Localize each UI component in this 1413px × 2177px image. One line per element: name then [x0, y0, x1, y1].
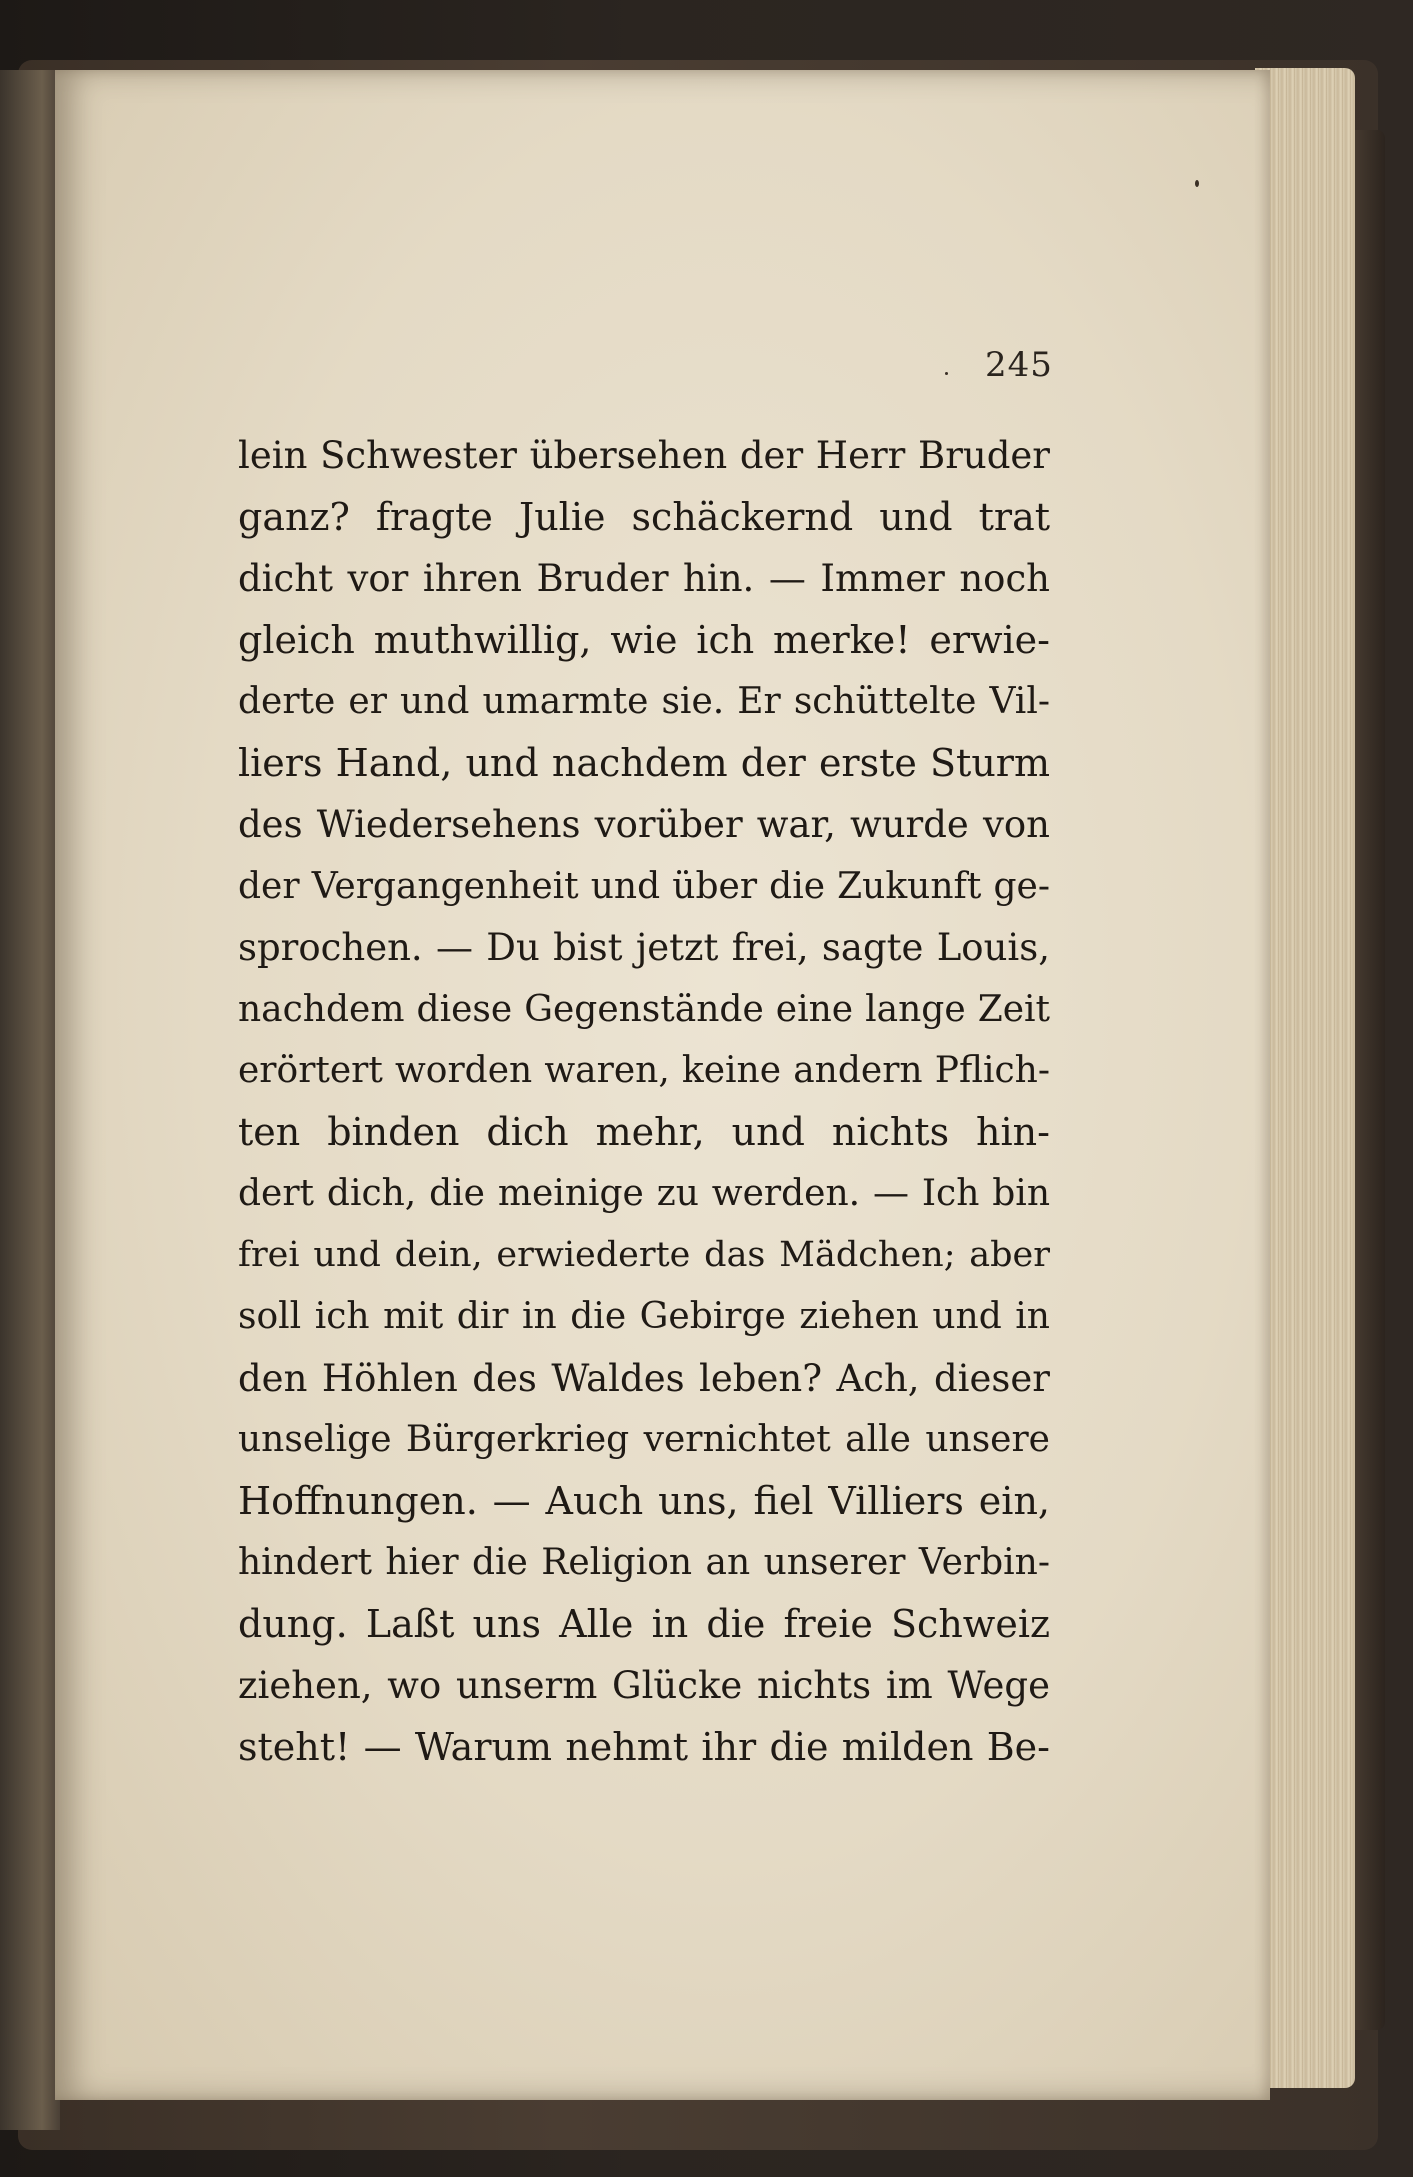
text-line: dert dich, die meinige zu werden. — Ich bin [238, 1173, 1050, 1214]
text-line: soll ich mit dir in die Gebirge ziehen und in [238, 1296, 1050, 1337]
text-line: hindert hier die Religion an unserer Verbin- [238, 1542, 1050, 1583]
text-line: erörtert worden waren, keine andern Pflich- [238, 1050, 1050, 1091]
text-line: liers Hand, und nachdem der erste Sturm [238, 740, 1050, 785]
text-line: Hoffnungen. — Auch uns, fiel Villiers ein, [238, 1478, 1050, 1523]
ink-speck [945, 372, 948, 375]
page-number: 245 [985, 345, 1053, 385]
text-line: dicht vor ihren Bruder hin. — Immer noch [238, 557, 1050, 600]
text-line: derte er und umarmte sie. Er schüttelte Vil- [238, 681, 1050, 722]
text-line: ten binden dich mehr, und nichts hin- [238, 1109, 1050, 1154]
text-line: des Wiedersehens vorüber war, wurde von [238, 803, 1050, 846]
text-line: lein Schwester übersehen der Herr Bruder [238, 434, 1050, 477]
text-line: frei und dein, erwiederte das Mädchen; aber [238, 1234, 1050, 1275]
body-text [238, 425, 1050, 1778]
text-line: den Höhlen des Waldes leben? Ach, dieser [238, 1356, 1050, 1400]
text-line: ganz? fragte Julie schäckernd und trat [238, 494, 1050, 539]
ink-speck [1195, 180, 1199, 187]
text-line: steht! — Warum nehmt ihr die milden Be- [238, 1724, 1050, 1769]
left-facing-page-edge [0, 70, 60, 2130]
text-line: der Vergangenheit und über die Zukunft ge- [238, 865, 1050, 907]
text-line: dung. Laßt uns Alle in die freie Schweiz [238, 1601, 1050, 1646]
text-line: ziehen, wo unserm Glücke nichts im Wege [238, 1664, 1050, 1707]
text-line: sprochen. — Du bist jetzt frei, sagte Louis, [238, 926, 1050, 969]
page-edges [1255, 68, 1355, 2088]
text-line: nachdem diese Gegenstände eine lange Zeit [238, 988, 1050, 1030]
text-line: unselige Bürgerkrieg vernichtet alle unsere [238, 1419, 1050, 1460]
text-line: gleich muthwillig, wie ich merke! erwie- [238, 617, 1050, 662]
